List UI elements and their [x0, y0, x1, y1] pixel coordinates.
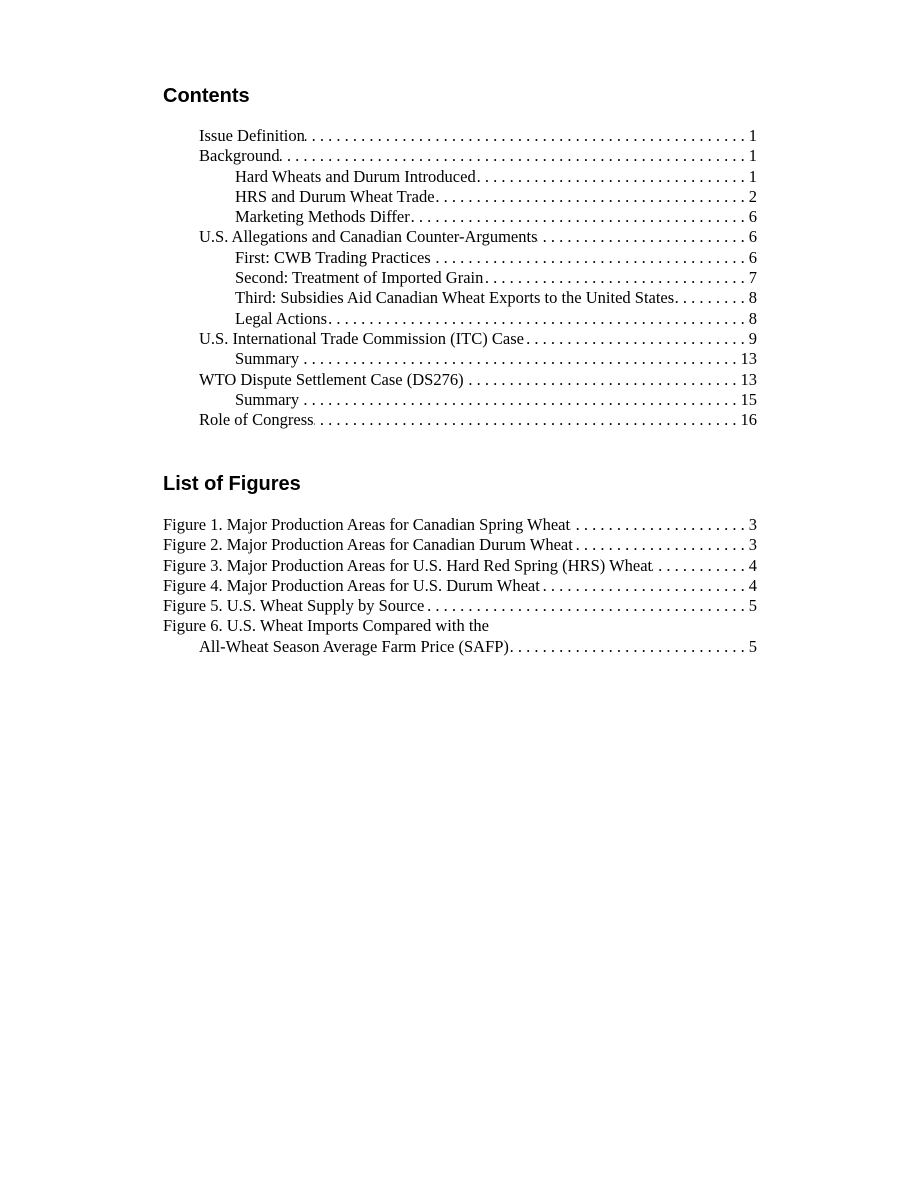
toc-entry[interactable] [0, 268, 920, 288]
toc-entry-title: Hard Wheats and Durum Introduced [235, 166, 476, 186]
toc-entry[interactable] [0, 370, 920, 390]
toc-entry-page: 8 [748, 308, 757, 328]
toc-leader-dots [570, 515, 749, 535]
toc-entry-title: WTO Dispute Settlement Case (DS276) [199, 369, 464, 389]
toc-entry-title: Legal Actions [235, 308, 328, 328]
toc-leader-dots [431, 248, 749, 268]
toc-entry-title: Issue Definition [199, 126, 305, 145]
toc-leader-dots [410, 207, 749, 227]
toc-entry[interactable] [0, 329, 920, 349]
toc-entry-page: 1 [748, 126, 757, 145]
figure-entry-title: All-Wheat Season Average Farm Price (SAFP) [199, 636, 509, 656]
figure-entry-page: 3 [748, 515, 757, 534]
toc-entry-page: 13 [740, 349, 757, 369]
toc-leader-dots [464, 370, 741, 390]
toc-entry-page: 2 [748, 186, 757, 206]
toc-leader-dots [652, 556, 749, 576]
figure-entry[interactable] [0, 556, 920, 576]
figure-entry-title: Figure 4. Major Production Areas for U.S. Durum Wheat [163, 575, 540, 595]
toc-entry-page: 1 [748, 166, 757, 186]
toc-leader-dots [674, 288, 749, 308]
toc-entry-page: 6 [748, 247, 757, 267]
toc-entry-title: First: CWB Trading Practices [235, 247, 431, 267]
toc-entry-page: 6 [748, 227, 757, 247]
toc-entry-page: 15 [740, 389, 757, 409]
toc-entry-title: Third: Subsidies Aid Canadian Wheat Exports to the United States [235, 288, 675, 308]
figure-entry[interactable] [0, 616, 920, 636]
toc-leader-dots [314, 410, 741, 430]
toc-entry[interactable] [0, 288, 920, 308]
toc-entry-title: Second: Treatment of Imported Grain [235, 268, 484, 288]
toc-leader-dots [540, 576, 749, 596]
figure-entry-title: Figure 3. Major Production Areas for U.S. Hard Red Spring (HRS) Wheat [163, 555, 653, 575]
toc-entry[interactable] [0, 207, 920, 227]
toc-leader-dots [299, 390, 740, 410]
toc-leader-dots [299, 349, 740, 369]
toc-entry-title: Role of Congress [199, 410, 314, 430]
toc-entry[interactable] [0, 167, 920, 187]
figure-entry[interactable] [0, 596, 920, 616]
contents-list [0, 126, 920, 430]
toc-entry-title: Summary [235, 389, 300, 409]
toc-entry-page: 6 [748, 207, 757, 227]
figure-entry-title: Figure 6. U.S. Wheat Imports Compared with the [163, 616, 489, 636]
figures-heading: List of Figures [163, 473, 301, 495]
toc-entry[interactable] [0, 248, 920, 268]
toc-entry-page: 7 [748, 268, 757, 288]
toc-leader-dots [476, 167, 749, 187]
figure-entry-page: 4 [748, 555, 757, 575]
toc-entry[interactable] [0, 410, 920, 430]
toc-entry[interactable] [0, 126, 920, 146]
toc-leader-dots [435, 187, 749, 207]
figure-entry-title: Figure 1. Major Production Areas for Canadian Spring Wheat [163, 515, 571, 534]
figure-entry[interactable] [0, 576, 920, 596]
toc-entry-page: 13 [740, 369, 757, 389]
figure-entry-page: 5 [748, 596, 757, 616]
toc-leader-dots [537, 227, 748, 247]
toc-entry[interactable] [0, 349, 920, 369]
figures-list [0, 515, 920, 657]
toc-entry[interactable] [0, 146, 920, 166]
toc-entry-page: 9 [748, 328, 757, 348]
toc-entry-page: 8 [748, 288, 757, 308]
figure-entry-title: Figure 2. Major Production Areas for Canadian Durum Wheat [163, 535, 573, 555]
toc-entry-title: Marketing Methods Differ [235, 207, 410, 227]
toc-entry[interactable] [0, 309, 920, 329]
toc-entry-title: Background [199, 146, 280, 166]
figure-entry-page: 3 [748, 535, 757, 555]
figure-entry[interactable] [0, 535, 920, 555]
toc-leader-dots [509, 637, 749, 657]
toc-leader-dots [483, 268, 748, 288]
figure-entry-page: 4 [748, 575, 757, 595]
toc-leader-dots [424, 596, 748, 616]
toc-leader-dots [573, 535, 749, 555]
toc-entry-title: HRS and Durum Wheat Trade [235, 186, 435, 206]
toc-entry[interactable] [0, 187, 920, 207]
toc-entry[interactable] [0, 227, 920, 247]
toc-entry-title: U.S. Allegations and Canadian Counter-Arguments [199, 227, 538, 247]
contents-heading: Contents [163, 85, 250, 107]
toc-leader-dots [280, 146, 749, 166]
figure-entry-page: 5 [748, 636, 757, 656]
figure-entry-title: Figure 5. U.S. Wheat Supply by Source [163, 596, 425, 616]
toc-leader-dots [327, 309, 749, 329]
figure-entry-continuation[interactable] [0, 637, 920, 657]
toc-entry-title: U.S. International Trade Commission (ITC) Case [199, 328, 524, 348]
figure-entry[interactable] [0, 515, 920, 535]
toc-entry-page: 1 [748, 146, 757, 166]
toc-leader-dots [524, 329, 749, 349]
toc-entry-title: Summary [235, 349, 300, 369]
toc-entry[interactable] [0, 390, 920, 410]
toc-leader-dots [305, 126, 749, 146]
toc-entry-page: 16 [740, 410, 757, 430]
